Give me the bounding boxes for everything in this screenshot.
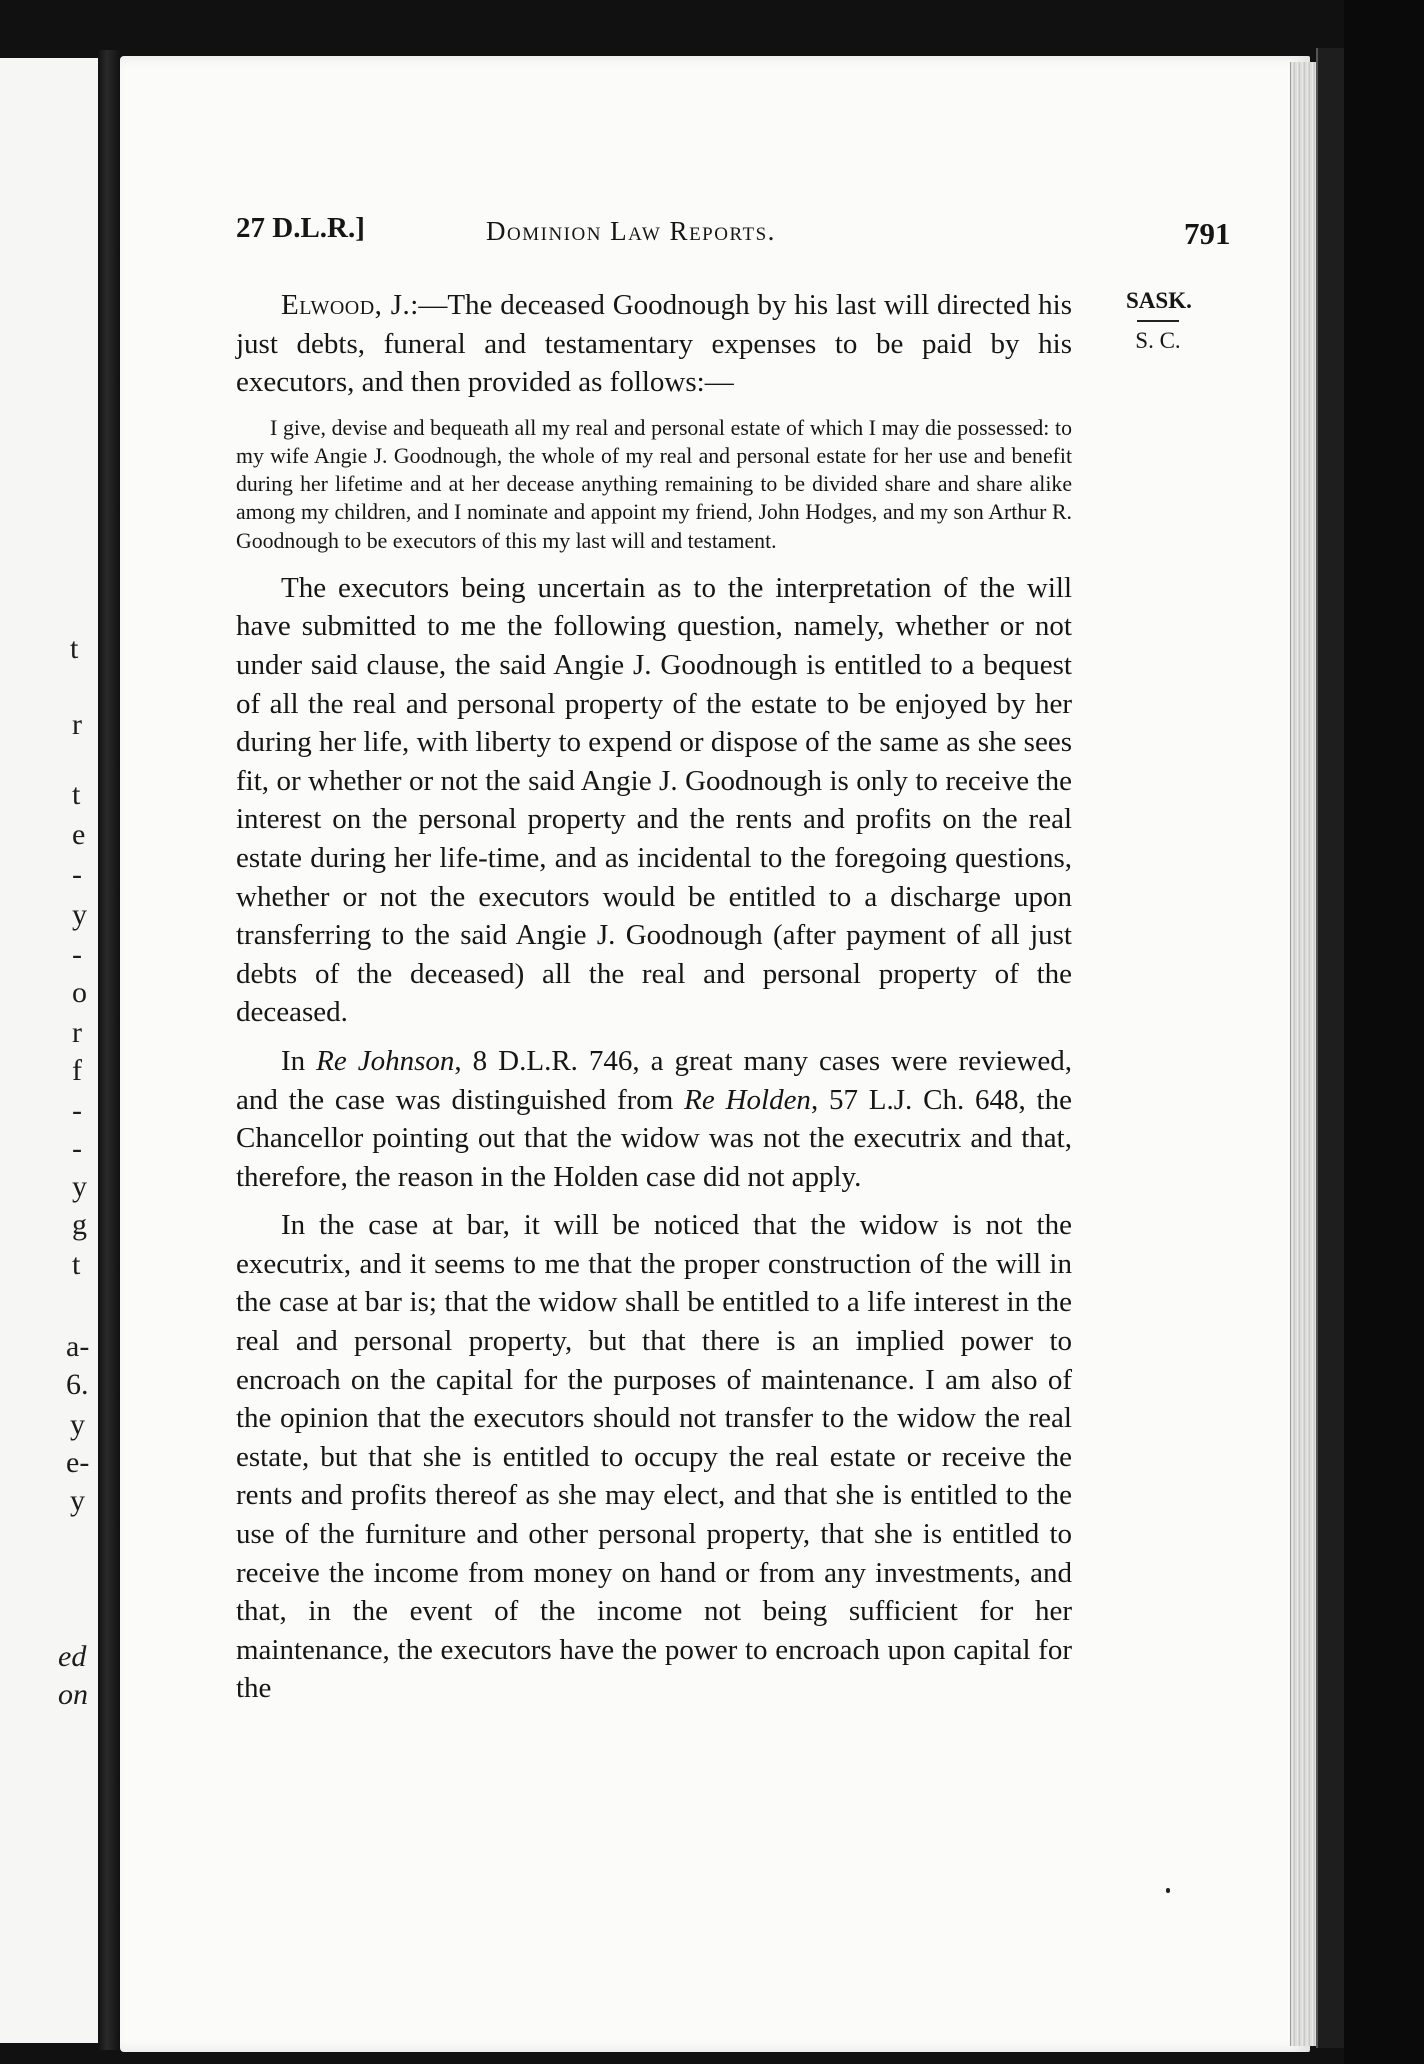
- page-number: 791: [1184, 216, 1231, 251]
- facing-page-letter: y: [70, 1484, 85, 1517]
- will-quotation: I give, devise and bequeath all my real and personal estate of which I may die possessed: to my wife Angie J. Goodnough, the whole of my real and personal estate for her use and benefit during her lifetime and at her decease anything remaining to be divided share and share alike among my children, and I nominate and appoint my friend, John Hodges, and my son Arthur R. Goodnough to be executors of this my last will and testament.: [236, 415, 1072, 553]
- facing-page-letter: f: [72, 1054, 82, 1087]
- scan-speck: [1166, 1888, 1170, 1893]
- facing-page-letter: y: [72, 1170, 87, 1203]
- paragraph-text: :—The deceased Goodnough by his last will directed his just debts, funeral and testamentary expenses to be paid by his executors, and then provided as follows:—: [236, 289, 1072, 399]
- publication-title: Dominion Law Reports.: [486, 216, 776, 246]
- province-label: SASK.: [1126, 288, 1192, 313]
- book-cover-edge: [1316, 48, 1346, 2048]
- facing-page-letter: 6.: [66, 1368, 89, 1401]
- facing-page-letter: t: [72, 778, 81, 811]
- facing-page-fragment: [0, 58, 98, 2043]
- facing-page-letter: t: [70, 632, 79, 665]
- facing-page-letter: r: [72, 1016, 82, 1049]
- scan-border: [1344, 0, 1424, 2064]
- facing-page-letter: -: [72, 938, 82, 971]
- facing-page-letter: r: [72, 708, 82, 741]
- facing-page-letter: -: [72, 858, 82, 891]
- page-edges: [1290, 62, 1317, 2046]
- facing-page-letter: g: [72, 1208, 87, 1241]
- facing-page-letter: ed: [58, 1640, 87, 1673]
- paragraph-text: , 57 L.J. Ch. 648, the Chancellor pointing out that the widow was not the executrix and that, therefore, the reason in the Holden case did not apply.: [236, 1083, 1072, 1193]
- facing-page-letter: a-: [66, 1330, 90, 1363]
- facing-page-letter: on: [58, 1678, 88, 1711]
- margin-rule: [1137, 320, 1179, 322]
- book-gutter: [98, 50, 120, 2050]
- paragraph: The executors being uncertain as to the interpretation of the will have submitted to me the following question, namely, whether or not under said clause, the said Angie J. Goodnough is entitled to a bequest of all the real and personal property of the estate to be enjoyed by her during her life, with liberty to expend or dispose of the same as she sees fit, or whether or not the said Angie J. Goodnough is only to receive the interest on the personal property and the rents and profits on the real estate during her life-time, and as incidental to the foregoing questions, whether or not the executors would be entitled to a discharge upon transferring to the said Angie J. Goodnough (after payment of all just debts of the deceased) all the real and personal property of the deceased.: [236, 571, 1072, 1029]
- margin-note: [1126, 288, 1190, 354]
- paragraph: [236, 1042, 1072, 1196]
- case-name: Re Johnson: [316, 1044, 455, 1077]
- facing-page-letter: t: [72, 1248, 81, 1281]
- running-header: [236, 212, 1231, 256]
- judgment-text: [236, 286, 1072, 1708]
- facing-page-letter: o: [72, 976, 87, 1009]
- paragraph: In the case at bar, it will be noticed that the widow is not the executrix, and it seems to me that the proper construction of the will in the case at bar is; that the widow shall be entitled to a life interest in the real and personal property, but that there is an implied power to encroach on the capital for the purposes of maintenance. I am also of the opinion that the executors should not transfer to the widow the real estate, but that she is entitled to occupy the real estate or receive the rents and profits thereof as she may elect, and that she is entitled to the use of the furniture and other personal property, that she is entitled to receive the income from money on hand or from any investments, and that, in the event of the income not being sufficient for her maintenance, the executors have the power to encroach upon capital for the: [236, 1209, 1072, 1705]
- case-name: Re Holden: [684, 1083, 811, 1116]
- facing-page-letter: -: [72, 1094, 82, 1127]
- court-label: S. C.: [1135, 328, 1181, 353]
- facing-page-letter: e-: [66, 1446, 90, 1479]
- volume-reference: 27 D.L.R.]: [236, 212, 365, 244]
- judge-name: Elwood, J.: [281, 289, 411, 321]
- facing-page-letter: -: [72, 1132, 82, 1165]
- facing-page-letter: y: [70, 1408, 85, 1441]
- paragraph: [236, 286, 1072, 402]
- facing-page-letter: e: [72, 818, 86, 851]
- paragraph-text: , 8 D.L.R. 746, a great many cases were reviewed, and the case was distinguished from: [236, 1044, 1072, 1116]
- paragraph-text: In: [281, 1044, 317, 1077]
- facing-page-letter: y: [72, 898, 87, 931]
